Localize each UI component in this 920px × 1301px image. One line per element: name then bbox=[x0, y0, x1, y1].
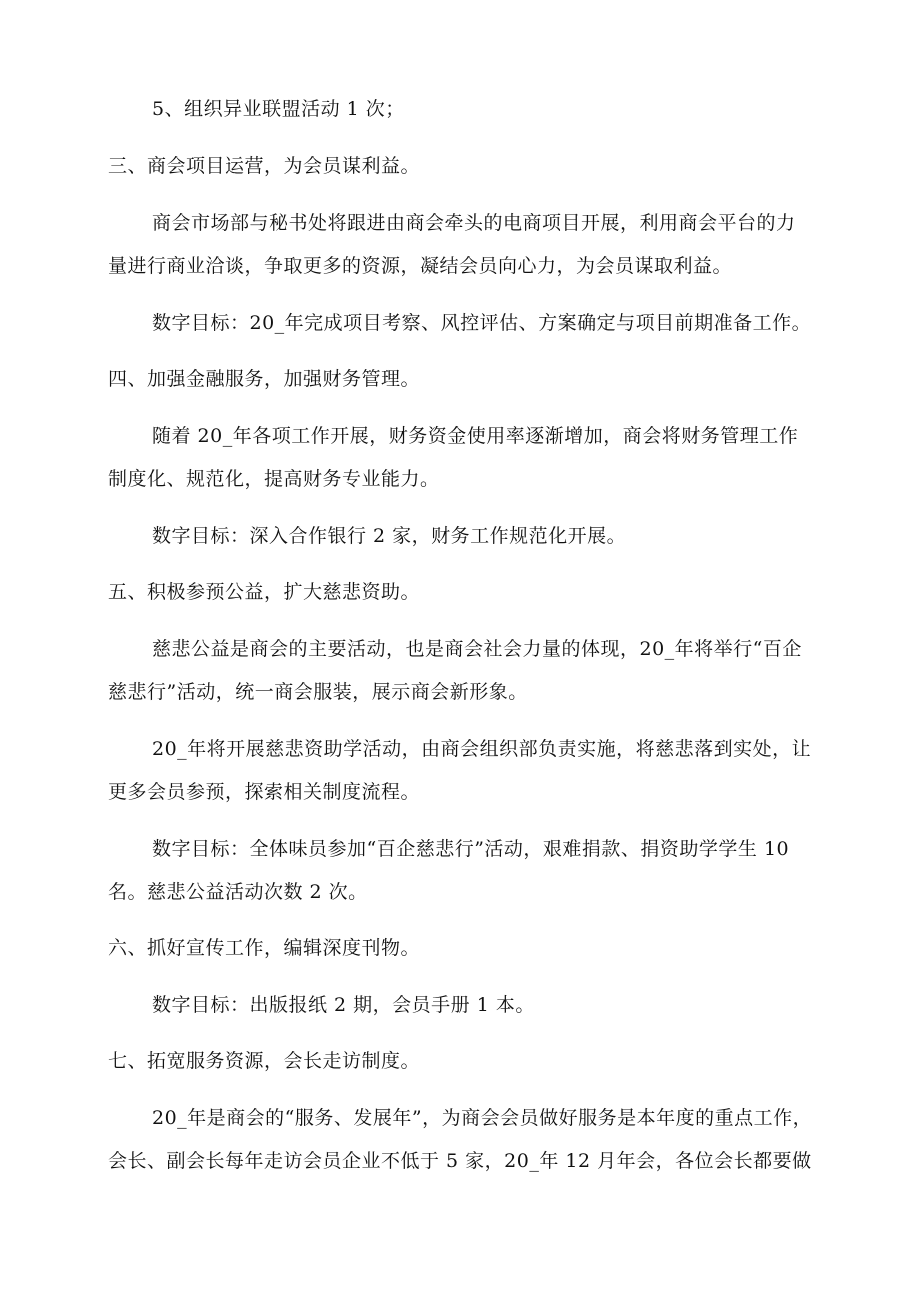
section-heading-5: 五、积极参预公益，扩大慈悲资助。 bbox=[108, 581, 421, 603]
target-line: 数字目标：全体味员参加“百企慈悲行”活动，艰难捐款、捐资助学学生 10 bbox=[152, 838, 790, 860]
section-heading-6: 六、抓好宣传工作，编辑深度刊物。 bbox=[108, 937, 421, 959]
paragraph-line: 会长、副会长每年走访会员企业不低于 5 家，20_年 12 月年会，各位会长都要做 bbox=[108, 1150, 812, 1172]
list-item-alliance-activity: 5、组织异业联盟活动 1 次； bbox=[152, 98, 405, 120]
paragraph-line: 量进行商业洽谈，争取更多的资源，凝结会员向心力，为会员谋取利益。 bbox=[108, 255, 733, 277]
paragraph-line: 更多会员参预，探索相关制度流程。 bbox=[108, 781, 421, 803]
section-heading-3: 三、商会项目运营，为会员谋利益。 bbox=[108, 155, 421, 177]
paragraph-line: 慈悲公益是商会的主要活动，也是商会社会力量的体现，20_年将举行“百企 bbox=[152, 638, 802, 660]
section-heading-7: 七、拓宽服务资源，会长走访制度。 bbox=[108, 1050, 421, 1072]
paragraph-line: 制度化、规范化，提高财务专业能力。 bbox=[108, 468, 440, 490]
paragraph-line: 20_年是商会的“服务、发展年”，为商会会员做好服务是本年度的重点工作， bbox=[152, 1107, 813, 1129]
paragraph-line: 慈悲行”活动，统一商会服装，展示商会新形象。 bbox=[108, 681, 528, 703]
target-line: 数字目标：深入合作银行 2 家，财务工作规范化开展。 bbox=[152, 525, 627, 547]
target-line: 数字目标：出版报纸 2 期，会员手册 1 本。 bbox=[152, 994, 535, 1016]
paragraph-line: 随着 20_年各项工作开展，财务资金使用率逐渐增加，商会将财务管理工作 bbox=[152, 425, 799, 447]
paragraph-line: 20_年将开展慈悲资助学活动，由商会组织部负责实施，将慈悲落到实处，让 bbox=[152, 738, 812, 760]
paragraph-line: 名。慈悲公益活动次数 2 次。 bbox=[108, 881, 368, 903]
paragraph-line: 商会市场部与秘书处将跟进由商会牵头的电商项目开展，利用商会平台的力 bbox=[152, 212, 796, 234]
target-line: 数字目标：20_年完成项目考察、风控评估、方案确定与项目前期准备工作。 bbox=[152, 312, 812, 334]
section-heading-4: 四、加强金融服务，加强财务管理。 bbox=[108, 368, 421, 390]
